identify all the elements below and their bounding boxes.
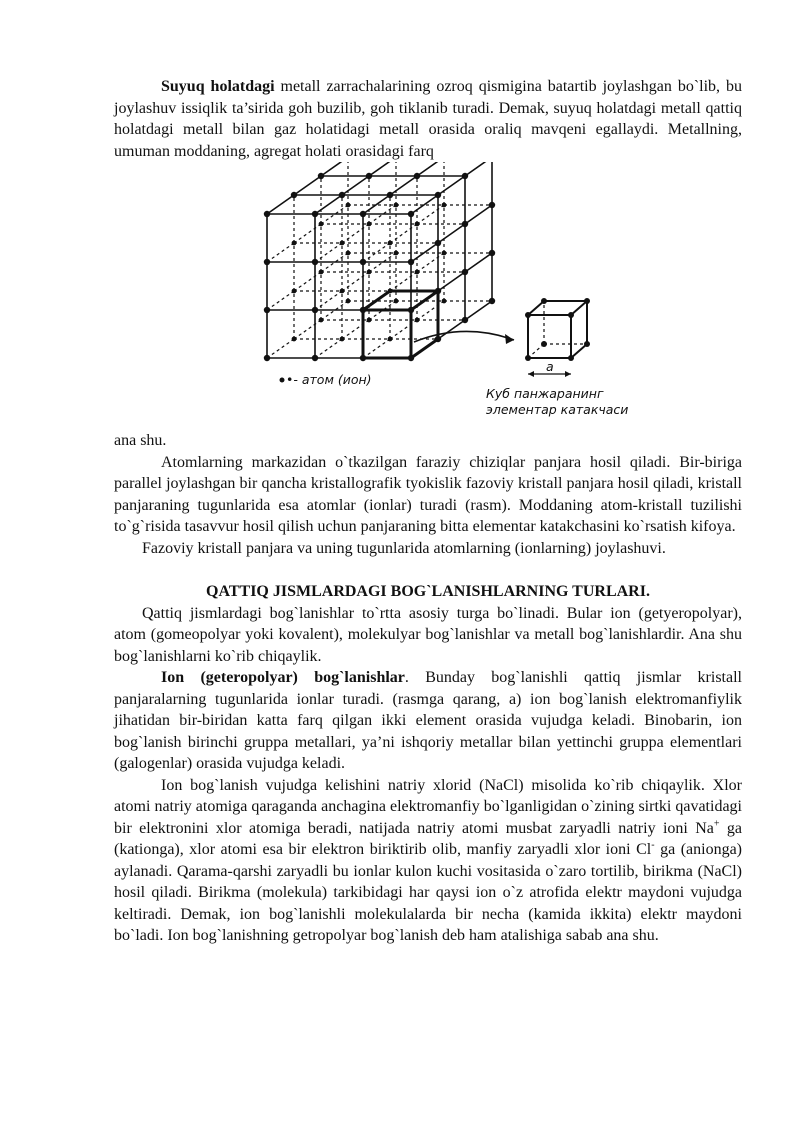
paragraph-after-figure: ana shu. (114, 432, 167, 449)
lattice-atom (264, 259, 270, 265)
lattice-atom (394, 299, 399, 304)
lattice-atom (340, 289, 345, 294)
lattice-atom (415, 270, 420, 275)
lattice-atom (415, 318, 420, 323)
lattice-atom (346, 251, 351, 256)
lattice-atom (360, 259, 366, 265)
paragraph-nacl (114, 775, 742, 947)
lattice-atom (489, 298, 495, 304)
paragraph-ion-bond-text: . Bunday bog`lanishli qattiq jismlar kristall panjaralarning tugunlarida ionlar turadi. (rasmga qarang, a) ion bog`lanish elektromanfiylik jihatidan bir-biridan katta farq qilgan ikki element orasida vujudga keladi. Binobarin, ion bog`lanish birinchi gruppa metallari, ya’ni ishqoriy metallar bilan yettinchi gruppa elementlari (galogenlar) orasida vujudga keladi. (114, 669, 742, 772)
lattice-atom (462, 269, 468, 275)
lattice-atom (312, 259, 318, 265)
paragraph-bond-types: Qattiq jismlardagi bog`lanishlar to`rtta asosiy turga bo`linadi. Bular ion (getyeropolyar), atom (gomeopolyar yoki kovalent), molekulyar bog`lanishlar va metall bog`lanishlardir. Ana shu bog`lanishlarni ko`rib chiqaylik. (114, 604, 742, 665)
bold-lead-liquid: Suyuq holatdagi (161, 78, 275, 95)
unit-cell-atom (568, 312, 574, 318)
na-charge: + (713, 818, 720, 830)
lattice-atom (414, 173, 420, 179)
nacl-text-2: ga (kationga), xlor atomi esa bir elektron biriktirib olib, manfiy zaryadli xlor ioni Cl (114, 819, 742, 858)
lattice-atom (408, 211, 414, 217)
lattice-atom (346, 299, 351, 304)
lattice-atom (340, 241, 345, 246)
lattice-atom (388, 241, 393, 246)
lattice-atom (312, 307, 318, 313)
paragraph-liquid-text: metall zarrachalarining ozroq qismigina batartib joylashgan bo`lib, bu joylashuv issiqlik ta’sirida goh buzilib, goh tiklanib turadi. Demak, suyuq holatdagi metall qattiq holatdagi metall bilan gaz holatidagi metall orasida oraliq mavqeni egallaydi. Metallning, umuman moddaning, agregat holati orasidagi farq (114, 78, 743, 160)
paragraph-ion-bond (114, 667, 742, 775)
lattice-atom (388, 337, 393, 342)
legend-atom-dot (280, 378, 285, 383)
lattice-atom (291, 192, 297, 198)
section-heading: QATTIQ JISMLARDAGI BOG`LANISHLARNING TURLARI. (206, 583, 650, 600)
lattice-atom (292, 241, 297, 246)
lattice-atom (489, 202, 495, 208)
lattice-atom (489, 250, 495, 256)
lattice-atom (292, 337, 297, 342)
lattice-atom (340, 337, 345, 342)
unit-cell-atom (541, 341, 547, 347)
crystal-lattice-figure (114, 162, 742, 430)
crystal-lattice-diagram (114, 162, 742, 430)
lattice-atom (366, 173, 372, 179)
unit-cell-atom (584, 298, 590, 304)
lattice-atom (394, 203, 399, 208)
nacl-text-3: ga (anionga) aylanadi. Qarama-qarshi zaryadli bu ionlar kulon kuchi vositasida o`zaro tortilib, birikma (NaCl) hosil qiladi. Birikma (molekula) tarkibidagi har qaysi ion o`z atrofida elektr maydoni vujudga keltiradi. Demak, ion bog`lanishli molekulalarda bir necha (kamida ikkita) elektr maydoni bo`ladi. Ion bog`lanishning getropolyar bog`lanish deb ham atalishiga sabab ana shu. (114, 841, 743, 944)
lattice-atom (292, 289, 297, 294)
lattice-atom (367, 270, 372, 275)
lattice-atom (312, 355, 318, 361)
bold-lead-ion-bond: Ion (geteropolyar) bog`lanishlar (161, 669, 405, 686)
unit-cell-atom (525, 355, 531, 361)
edge-label: a (546, 359, 554, 374)
lattice-atom (318, 173, 324, 179)
unit-cell-atom (584, 341, 590, 347)
lattice-atom (319, 318, 324, 323)
lattice-atom (408, 259, 414, 265)
lattice-atom (394, 251, 399, 256)
unit-cell-atom (541, 298, 547, 304)
document-page (114, 76, 742, 947)
lattice-atom (319, 222, 324, 227)
lattice-atom (264, 355, 270, 361)
lattice-atom (319, 270, 324, 275)
lattice-atom (367, 222, 372, 227)
paragraph-lattice: Atomlarning markazidan o`tkazilgan faraziy chiziqlar panjara hosil qiladi. Bir-biriga parallel joylashgan bir qancha kristallografik tyokislik fazoviy kristall panjara hosil qiladi, kristall panjaraning tugunlarida esa atomlar (ionlar) turadi (rasm). Moddaning atom-kristall tuzilishi to`g`risida tasavvur hosil qilish uchun panjaraning bitta elementar katakchasini ko`rsatish kifoya. (114, 453, 742, 535)
cl-charge: - (651, 839, 655, 851)
unit-cell-atom (525, 312, 531, 318)
lattice-atom (435, 192, 441, 198)
atom-legend: •- атом (ион) (286, 372, 372, 387)
nacl-text-1: Ion bog`lanish vujudga kelishini natriy xlorid (NaCl) misolida ko`rib chiqaylik. Xlor atomi natriy atomiga qaraganda anchagina elektromanfiy bo`lganligidan o`zining sirtki qavatidagi bir elektronini xlor atomiga beradi, natijada natriy atomi musbat zaryadli natriy ioni Na (114, 776, 742, 837)
lattice-atom (360, 211, 366, 217)
arrow-line (414, 331, 514, 342)
lattice-atom (442, 203, 447, 208)
lattice-atom (462, 173, 468, 179)
lattice-atom (442, 251, 447, 256)
paragraph-lattice-caption: Fazoviy kristall panjara va uning tugunlarida atomlarning (ionlarning) joylashuvi. (142, 539, 666, 557)
lattice-atom (462, 317, 468, 323)
lattice-atom (462, 221, 468, 227)
unit-cell-atom (568, 355, 574, 361)
cell-caption-line1: Куб панжаранинг (486, 386, 604, 401)
cell-caption-line2: элементар катакчаси (486, 402, 629, 417)
lattice-atom (264, 211, 270, 217)
lattice-atom (346, 203, 351, 208)
paragraph-liquid-state (114, 76, 742, 162)
lattice-atom (367, 318, 372, 323)
lattice-atom (312, 211, 318, 217)
lattice-atom (415, 222, 420, 227)
lattice-atom (442, 299, 447, 304)
lattice-atom (339, 192, 345, 198)
lattice-atom (435, 240, 441, 246)
lattice-atom (264, 307, 270, 313)
lattice-atom (387, 192, 393, 198)
